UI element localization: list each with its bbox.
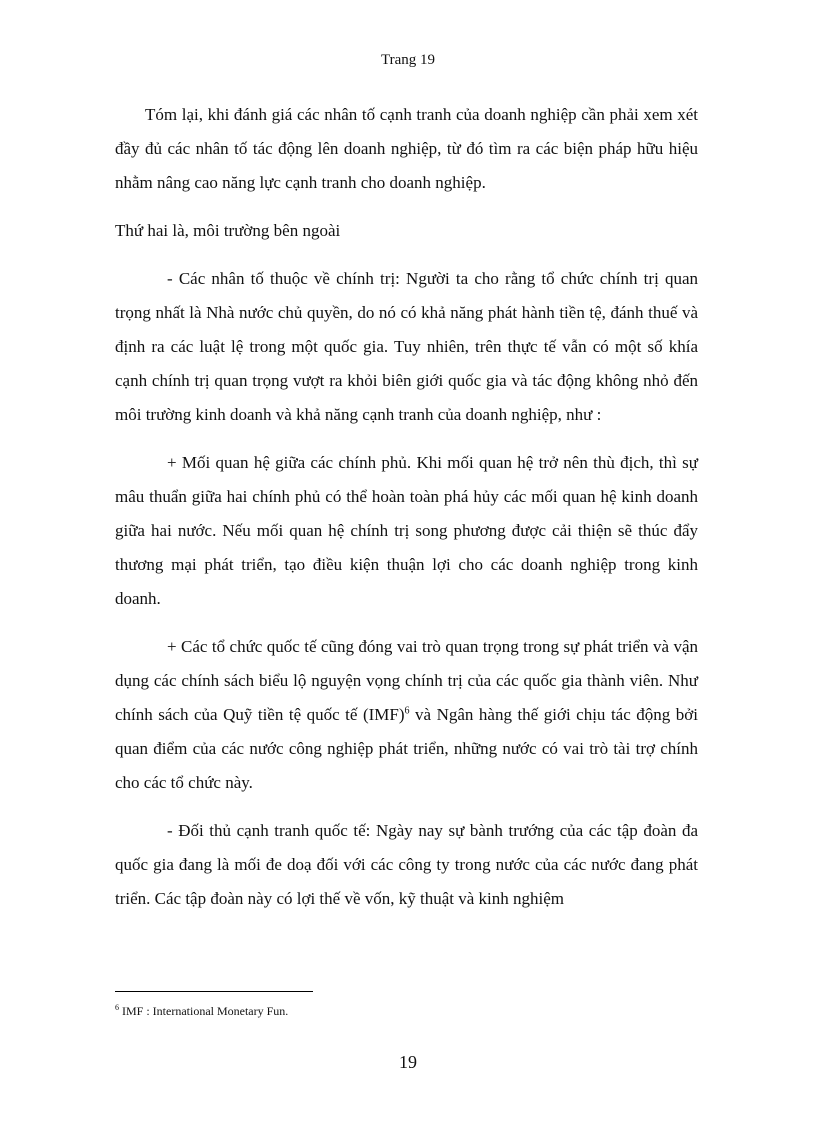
footnote-text: IMF : International Monetary Fun. <box>119 1004 289 1018</box>
footnote-separator <box>115 991 313 992</box>
footnote <box>115 1004 698 1018</box>
footnote-reference[interactable]: 6 <box>404 705 410 717</box>
footnote-number: 6 <box>115 1003 119 1012</box>
page-header: Trang 19 <box>380 52 436 68</box>
paragraph-government-relations: + Mối quan hệ giữa các chính phủ. Khi mối quan hệ trở nên thù địch, thì sự mâu thuẩn giữa hai chính phủ có thể hoàn toàn phá hủy các mối quan hệ kinh doanh giữa hai nước. Nếu mối quan hệ chính trị song phương được cải thiện sẽ thúc đẩy thương mại phát triển, tạo điều kiện thuận lợi cho các doanh nghiệp trong kinh doanh. <box>115 453 698 608</box>
paragraph-international-competitors: - Đối thủ cạnh tranh quốc tế: Ngày nay sự bành trướng của các tập đoàn đa quốc gia đang là mối đe doạ đối với các công ty trong nước của các nước đang phát triển. Các tập đoàn này có lợi thế về vốn, kỹ thuật và kinh nghiệm <box>115 821 698 908</box>
paragraph-international-organizations <box>115 630 698 800</box>
paragraph-external-environment-heading: Thứ hai là, môi trường bên ngoài <box>115 221 341 240</box>
page-number: 19 <box>399 1052 417 1072</box>
paragraph-political-factors: - Các nhân tố thuộc về chính trị: Người ta cho rằng tổ chức chính trị quan trọng nhất là Nhà nước chủ quyền, do nó có khả năng phát hành tiền tệ, đánh thuế và định ra các luật lệ trong một quốc gia. Tuy nhiên, trên thực tế vẫn có một số khía cạnh chính trị quan trọng vượt ra khỏi biên giới quốc gia và tác động không nhỏ đến môi trường kinh doanh và khả năng cạnh tranh của doanh nghiệp, như : <box>115 269 698 424</box>
paragraph-summary: Tóm lại, khi đánh giá các nhân tố cạnh tranh của doanh nghiệp cần phải xem xét đầy đủ các nhân tố tác động lên doanh nghiệp, từ đó tìm ra các biện pháp hữu hiệu nhằm nâng cao năng lực cạnh tranh cho doanh nghiệp. <box>115 105 698 192</box>
body-text <box>115 98 698 930</box>
imf-text-after: và Ngân hàng thế giới chịu tác động bởi quan điểm của các nước công nghiệp phát triển, những nước có vai trò tài trợ chính cho các tổ chức này. <box>115 705 698 792</box>
imf-text-before: + Các tổ chức quốc tế cũng đóng vai trò quan trọng trong sự phát triển và vận dụng các chính sách biểu lộ nguyện vọng chính trị của các quốc gia thành viên. Như chính sách của Quỹ tiền tệ quốc tế (IMF) <box>115 637 698 724</box>
